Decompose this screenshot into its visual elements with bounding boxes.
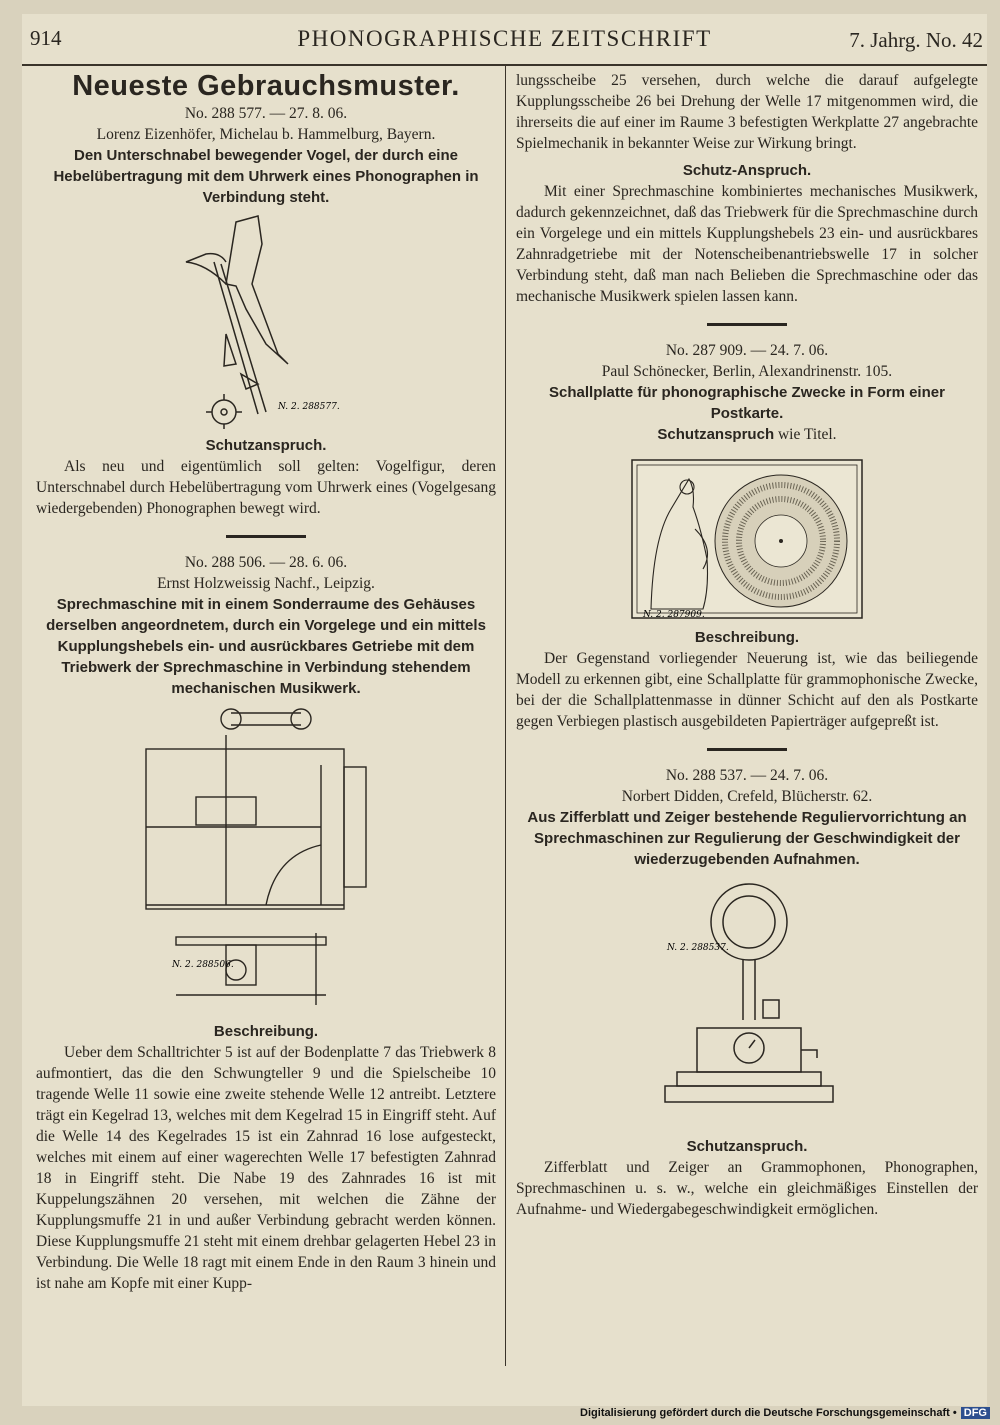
entry-subject: Den Unterschnabel bewegender Vogel, der durch eine Hebelübertragung mit dem Uhrwerk eines Phonographen in Verbindung steht. [53, 147, 479, 206]
figure-label: N. 2. 288537. [667, 943, 729, 953]
page-number: 914 [30, 26, 62, 50]
postcard-record-figure [631, 459, 863, 621]
entry-subject: Schallplatte für phonographische Zwecke in Form einer Postkarte. [549, 384, 945, 422]
entry-owner: Ernst Holzweissig Nachf., Leipzig. [157, 575, 375, 592]
entry-owner: Paul Schönecker, Berlin, Alexandrinenstr. 105. [601, 363, 893, 380]
claim-rest: wie Titel. [774, 426, 837, 443]
section-rule [707, 323, 787, 326]
description-text: Ueber dem Schalltrichter 5 ist auf der Bodenplatte 7 das Triebwerk 8 aufmontiert, das die den Schwungteller 9 und die Spielscheibe 10 tragende Welle 11 sowie eine zweite stehende Welle 12 antreibt. Letztere trägt ein Kegelrad 13, welches mit dem Kegelrad 15 in Eingriff steht. Auf die Welle 14 des Kegelrades 15 ist ein Zahnrad 16 lose aufgesteckt, welches mit einem auf einer wagerechten Welle 17 befestigten Zahnrad 18 in Eingriff steht. Die Nabe 19 des Zahnrades 16 ist mit Kuppelungszähnen 20 versehen, mit welchen die Zähne der Kupplungsmuffe 21 in und außer Verbindung gebracht werden können. Diese Kupplungsmuffe 21 steht mit einem drehbar gelagerten Hebel 23 in Verbindung. Die Welle 18 ragt mit einem Ende in den Raum 3 hinein und ist nahe am Kopfe mit einer Kupp- [36, 1044, 496, 1292]
entry-owner: Lorenz Eizenhöfer, Michelau b. Hammelburg, Bayern. [96, 126, 436, 143]
section-rule [707, 748, 787, 751]
claim-heading: Schutzanspruch. [205, 437, 327, 454]
claim-line [516, 424, 978, 445]
issue-label: 7. Jahrg. No. 42 [849, 28, 983, 52]
page-header [22, 14, 987, 66]
journal-page [22, 14, 987, 1406]
claim-heading: Schutz-Anspruch. [682, 162, 812, 179]
musikwerk-figure [136, 705, 396, 1015]
footer-credit: Digitalisierung gefördert durch die Deutsche Forschungsgemeinschaft • DFG [580, 1407, 990, 1419]
figure-label: N. 2. 288577. [278, 402, 340, 412]
dfg-logo: DFG [961, 1407, 990, 1419]
claim-text: Als neu und eigentümlich soll gelten: Vogelfigur, deren Unterschnabel durch Hebelübertragung vom Uhrwerk eines (Vogelgesang wiedergebenden) Phonographen bewegt wird. [36, 458, 496, 517]
description-text: Der Gegenstand vorliegender Neuerung ist, wie das beiliegende Modell zu erkennen gibt, eine Schallplatte für grammophonische Zwecke, bei der die Schallplattenmasse in dünner Schicht auf den als Postkarte gegen Verbiegen plastisch ausgebildeten Papierträger aufgepreßt ist. [516, 650, 978, 730]
claim-text: Zifferblatt und Zeiger an Grammophonen, Phonographen, Sprechmaschinen u. s. w., welche ein gleichmäßiges Einstellen der Aufnahme- und Wiedergabegeschwindigkeit ermöglichen. [516, 1159, 978, 1218]
right-column [516, 70, 978, 1220]
entry-number: No. 287 909. — 24. 7. 06. [665, 342, 829, 359]
entry-number: No. 288 577. — 27. 8. 06. [184, 105, 348, 122]
claim-text: Mit einer Sprechmaschine kombiniertes mechanisches Musikwerk, dadurch gekennzeichnet, daß das Triebwerk für die Sprechmaschine durch ein Vorgelege und ein mittels Kupplungshebels 23 ein- und ausrückbares Zahnradgetriebe mit der Notenscheibenantriebswelle 17 in solcher Verbindung steht, daß man nach Belieben die Sprechmaschine oder das mechanische Musikwerk spielen lassen kann. [516, 183, 978, 305]
claim-bold: Schutzanspruch [657, 426, 775, 443]
entry-owner: Norbert Didden, Crefeld, Blücherstr. 62. [621, 788, 873, 805]
figure-label: N. 2. 288506. [172, 960, 234, 970]
entry-subject: Aus Zifferblatt und Zeiger bestehende Reguliervorrichtung an Sprechmaschinen zur Regulierung der Geschwindigkeit der wiederzugebenden Aufnahmen. [527, 809, 967, 868]
entry-number: No. 288 506. — 28. 6. 06. [184, 554, 348, 571]
footer-text: Digitalisierung gefördert durch die Deutsche Forschungsgemeinschaft [580, 1407, 950, 1419]
journal-title: PHONOGRAPHISCHE ZEITSCHRIFT [297, 26, 712, 51]
left-column [36, 70, 496, 1294]
section-title: Neueste Gebrauchsmuster. [72, 70, 460, 102]
description-heading: Beschreibung. [694, 629, 800, 646]
entry-subject: Sprechmaschine mit in einem Sonderraume des Gehäuses derselben angeordnetem, durch ein Vorgelege und ein mittels Kupplungshebels ein- und ausrückbares Getriebe mit dem Triebwerk der Sprechmaschine in Verbindung stehendem mechanischen Musikwerk. [46, 596, 486, 697]
gramophone-regulator-figure [637, 880, 857, 1130]
column-divider [505, 66, 506, 1366]
description-heading: Beschreibung. [213, 1023, 319, 1040]
figure-label: N. 2. 287909. [643, 610, 705, 620]
bird-figure [166, 214, 366, 429]
continuation-text: lungsscheibe 25 versehen, durch welche die darauf aufgelegte Kupplungsscheibe 26 bei Drehung der Welle 17 mitgenommen wird, die ihrerseits die auf einer im Raume 3 befestigten Werkplatte 27 angebrachte Spielmechanik in bekannter Weise zur Wirkung bringt. [516, 72, 978, 152]
section-rule [226, 535, 306, 538]
claim-heading: Schutzanspruch. [686, 1138, 808, 1155]
entry-number: No. 288 537. — 24. 7. 06. [665, 767, 829, 784]
